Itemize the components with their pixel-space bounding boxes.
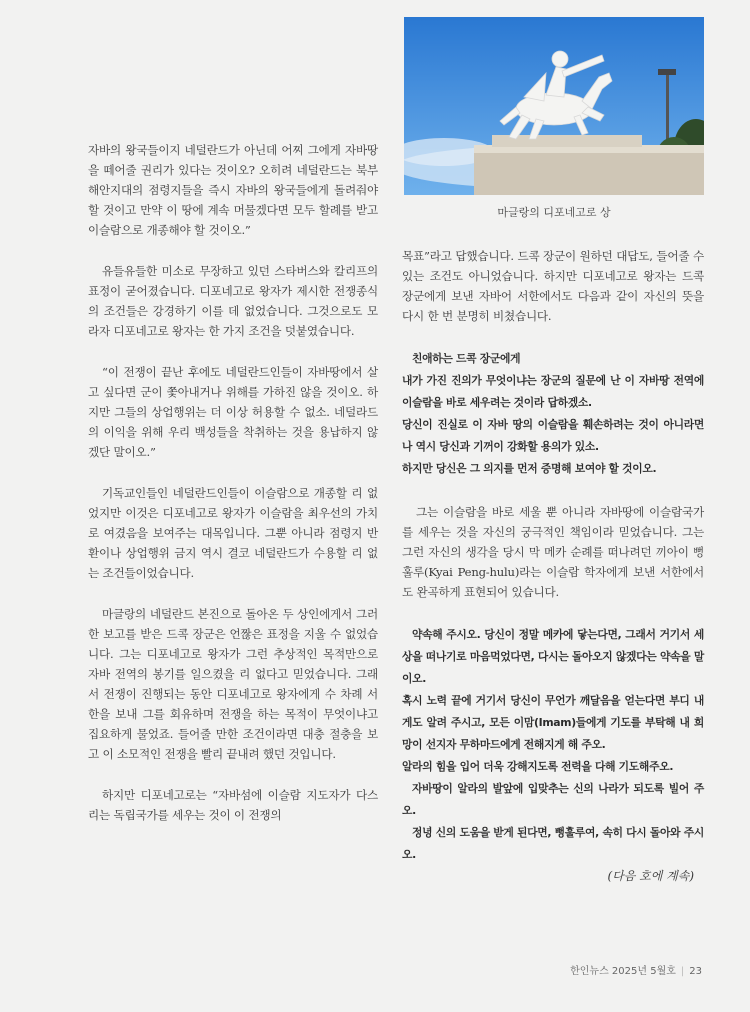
paragraph: 하지만 디포네고로는 “자바섬에 이슬람 지도자가 다스리는 독립국가를 세우는 것이 이 전쟁의 xyxy=(88,788,378,822)
statue-image xyxy=(404,17,704,195)
paragraph: 마글랑의 네덜란드 본진으로 돌아온 두 상인에게서 그러한 보고를 받은 드콕 장군은 언짢은 표정을 지울 수 없었습니다. 그는 디포네고로 왕자가 그런 추상적인 목적만으로 자바 전역의 봉기를 일으켰을 리 없다고 믿었습니다. 그래서 전쟁이 진행되는 동안 디포네고로 왕자에게 수 차례 서한을 보내 그를 회유하며 전쟁을 하는 목적이 무엇이냐고 집요하게 물었죠. 들어줄 만한 조건이라면 대충 절충을 보고 이 소모적인 전쟁을 빨리 끝내려 했던 것입니다. xyxy=(88,607,378,761)
letter-line: 당신이 진실로 이 자바 땅의 이슬람을 훼손하려는 것이 아니라면 나 역시 당신과 기꺼이 강화할 용의가 있소. xyxy=(402,418,704,453)
statue-photo xyxy=(404,17,704,195)
photo-caption: 마글랑의 디포네고로 상 xyxy=(497,206,611,219)
letter-line: 혹시 노력 끝에 거기서 당신이 무언가 깨달음을 얻는다면 부디 내게도 알려 주시고, 모든 이맘(Imam)들에게 기도를 부탁해 내 희망이 선지자 무하마드에게 전해지게 해 주오. xyxy=(402,694,704,751)
left-column xyxy=(88,140,378,825)
letter-line: 약속해 주시오. 당신이 정말 메카에 닿는다면, 그래서 거기서 세상을 떠나기로 마음먹었다면, 다시는 돌아오지 않겠다는 약속을 말이오. xyxy=(402,628,704,685)
footer-separator: | xyxy=(680,966,685,977)
paragraph: 기독교인들인 네덜란드인들이 이슬람으로 개종할 리 없었지만 이것은 디포네고로 왕자가 이슬람을 최우선의 가치로 여겼음을 보여주는 대목입니다. 그뿐 아니라 점령지 반환이나 상업행위 금지 역시 결코 네덜란드가 수용할 리 없는 조건들이었습니다. xyxy=(88,486,378,580)
paragraph: “이 전쟁이 끝난 후에도 네덜란드인들이 자바땅에서 살고 싶다면 군이 쫓아내거나 위해를 가하진 않을 것이오. 하지만 그들의 상업행위는 더 이상 허용할 수 없소. 네덜라드의 이익을 위해 우리 백성들을 착취하는 것을 용납하지 않겠단 말이오.” xyxy=(88,365,378,459)
letter-line: 자바땅이 알라의 발앞에 입맞추는 신의 나라가 되도록 빌어 주오. xyxy=(402,782,704,817)
right-column xyxy=(402,246,704,886)
letter-line: 정녕 신의 도움을 받게 된다면, 뻥훌루여, 속히 다시 돌아와 주시오. xyxy=(402,826,704,861)
paragraph: 목표”라고 답했습니다. 드콕 장군이 원하던 대답도, 들어줄 수 있는 조건도 아니었습니다. 하지만 디포네고로 왕자는 드콕 장군에게 보낸 자바어 서한에서도 다음과 같이 자신의 뜻을 다시 한 번 분명히 비쳤습니다. xyxy=(402,249,704,323)
letter-line: 내가 가진 진의가 무엇이냐는 장군의 질문에 난 이 자바땅 전역에 이슬람을 바로 세우려는 것이라 답하겠소. xyxy=(402,374,704,409)
letter-to-penghulu xyxy=(402,624,704,866)
paragraph: 그는 이슬람을 바로 세울 뿐 아니라 자바땅에 이슬람국가를 세우는 것을 자신의 궁극적인 책임이라 믿었습니다. 그는 그런 자신의 생각을 당시 막 메카 순례를 떠나려던 끼아이 뻥훌루(Kyai Peng-hulu)라는 이슬람 학자에게 보낸 서한에서도 완곡하게 표현되어 있습니다. xyxy=(402,505,704,599)
page-number: 23 xyxy=(689,966,702,977)
letter-line: 알라의 힘을 입어 더욱 강해지도록 전력을 다해 기도해주오. xyxy=(402,760,674,773)
publication-name: 한인뉴스 2025년 5월호 xyxy=(570,966,676,977)
letter-line: 하지만 당신은 그 의지를 먼저 증명해 보여야 할 것이오. xyxy=(402,462,657,475)
letter-line: 친애하는 드콕 장군에게 xyxy=(412,352,521,365)
letter-to-de-kock xyxy=(402,348,704,480)
paragraph: 유들유들한 미소로 무장하고 있던 스타버스와 칼리프의 표정이 굳어졌습니다. 디포네고로 왕자가 제시한 전쟁종식의 조건들은 강경하기 이를 데 없었습니다. 그것으로도 모라자 디포네고로 왕자는 한 가지 조건을 덧붙였습니다. xyxy=(88,264,378,338)
page-footer xyxy=(570,962,702,977)
paragraph: 자바의 왕국들이지 네덜란드가 아닌데 어찌 그에게 자바땅을 떼어줄 권리가 있다는 것이오? 오히려 네덜란드는 북부 해안지대의 점령지들을 즉시 자바의 왕국들에게 돌려줘야 할 것이고 만약 이 땅에 계속 머물겠다면 모두 할례를 받고 이슬람으로 개종해야 할 것이오.” xyxy=(88,143,378,237)
to-be-continued: (다음 호에 계속) xyxy=(607,869,694,883)
